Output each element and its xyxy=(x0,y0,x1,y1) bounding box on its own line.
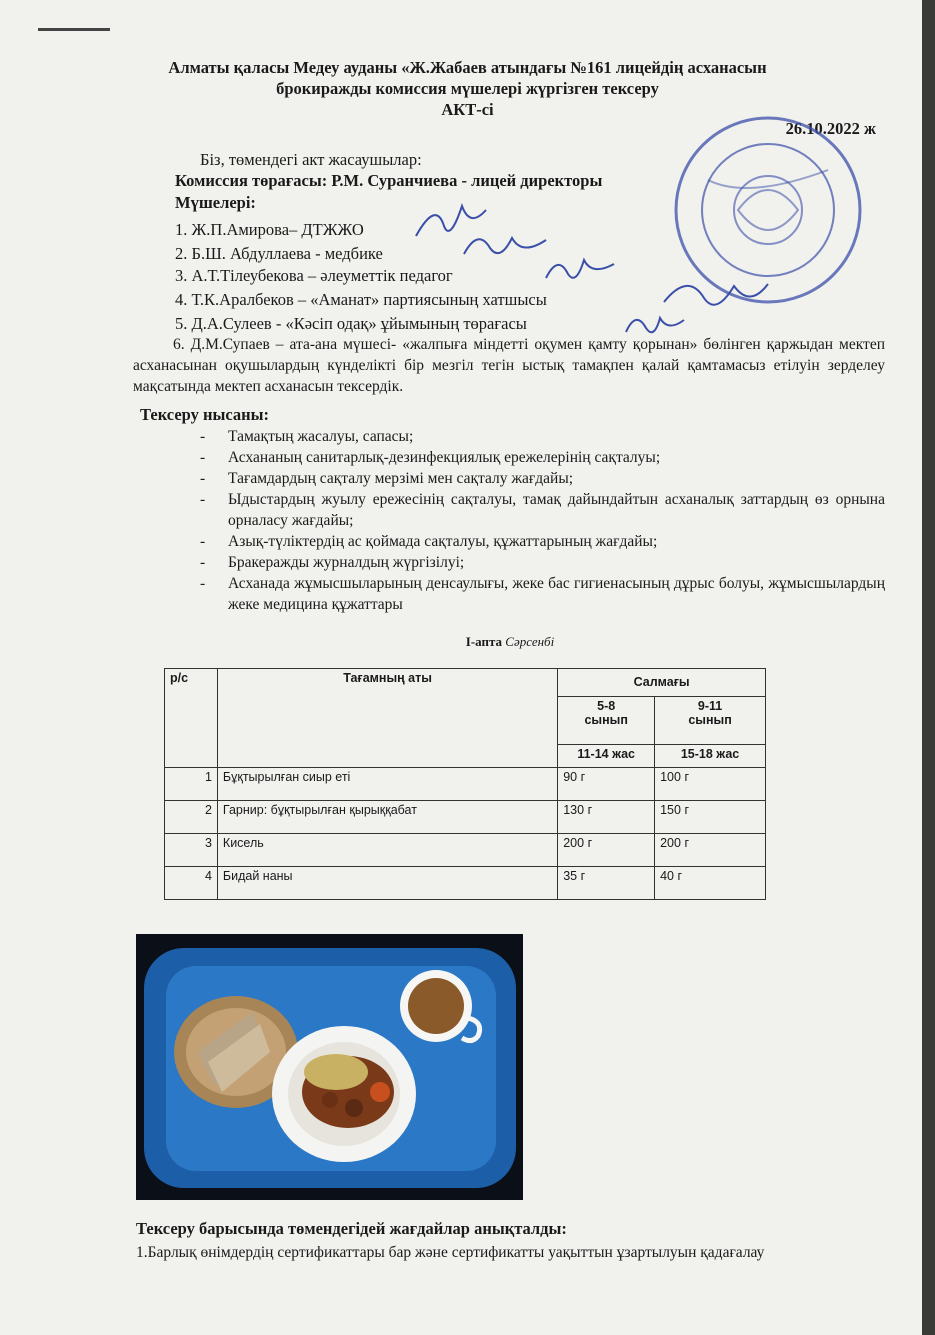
header-age-2: 15-18 жас xyxy=(655,744,766,767)
header-act-title: АКТ-сі xyxy=(441,100,494,119)
list-item: - Бракеражды журналдың жүргізілуі; xyxy=(200,554,465,571)
member-4: 4. Т.К.Аралбеков – «Аманат» партиясының хатшысы xyxy=(175,290,547,309)
table-row: 1 Бұқтырылған сиыр еті 90 г 100 г xyxy=(165,768,766,801)
header-num: р/с xyxy=(165,669,218,768)
member-6-paragraph: 6. Д.М.Супаев – ата-ана мүшесі- «жалпыға міндетті оқумен қамту қорынан» бөлінген қаржыдан мектеп асханасынан оқушылардың күнделікті бір мезгіл тегін ыстық тамақпен қалай қамтамасыз етілуін зерделеу мақсатында мектеп асханасын тексердік. xyxy=(133,336,885,395)
findings-title: Тексеру барысында төмендегідей жағдайлар анықталды: xyxy=(136,1219,567,1238)
header-line-2: брокиражды комиссия мүшелері жүргізген тексеру xyxy=(276,79,659,98)
week-label: І-апта Сәрсенбі xyxy=(465,634,555,649)
list-item: - Ыдыстардың жуылу ережесінің сақталуы, тамақ дайындайтын асханалық заттардың өз орнына орналасу жағдайы; xyxy=(200,491,885,529)
header-age-1: 11-14 жас xyxy=(558,744,655,767)
header-grade-5-8: 5-8 сынып xyxy=(558,696,655,744)
signature-5-icon xyxy=(620,304,690,344)
members-label: Мүшелері: xyxy=(175,193,256,212)
list-item: - Азық-түліктердің ас қоймада сақталуы, құжаттарының жағдайы; xyxy=(200,533,658,550)
header-grade-9-11: 9-11 сынып xyxy=(655,696,766,744)
header-dish-name: Тағамның аты xyxy=(217,669,557,768)
week-day: Сәрсенбі xyxy=(505,634,555,649)
list-item: - Асханада жұмысшыларының денсаулығы, жеке бас гигиенасының дұрыс болуы, жұмысшылардың жеке медицина құжаттары xyxy=(200,575,885,613)
member-5: 5. Д.А.Сулеев - «Кәсіп одақ» ұйымының төрағасы xyxy=(175,314,527,333)
finding-1: 1.Барлық өнімдердің сертификаттары бар және сертификатты уақыттын ұзартылуын қадағалау xyxy=(136,1244,765,1261)
table-row: 3 Кисель 200 г 200 г xyxy=(165,834,766,867)
meal-tray-illustration xyxy=(136,934,523,1200)
list-item: - Тағамдардың сақталу мерзімі мен сақталу жағдайы; xyxy=(200,470,574,487)
commission-chair: Комиссия төрағасы: Р.М. Суранчиева - лицей директоры xyxy=(175,171,603,190)
table-row: 4 Бидай наны 35 г 40 г xyxy=(165,867,766,900)
menu-table xyxy=(164,668,766,900)
meal-photo xyxy=(136,934,523,1200)
member-2: 2. Б.Ш. Абдуллаева - медбике xyxy=(175,244,383,263)
top-mark xyxy=(38,28,110,31)
intro-text: Біз, төмендегі акт жасаушылар: xyxy=(200,150,422,169)
list-item: - Асхананың санитарлық-дезинфекциялық ережелерінің сақталуы; xyxy=(200,449,661,466)
document-date: 26.10.2022 ж xyxy=(785,119,876,138)
member-3: 3. А.Т.Тілеубекова – әлеуметтік педагог xyxy=(175,266,453,285)
list-item: - Тамақтың жасалуы, сапасы; xyxy=(200,428,414,445)
inspection-objects-list xyxy=(200,426,885,615)
inspection-objects-title: Тексеру нысаны: xyxy=(140,405,270,424)
table-row: 2 Гарнир: бұқтырылған қырыққабат 130 г 150 г xyxy=(165,801,766,834)
member-1: 1. Ж.П.Амирова– ДТЖЖО xyxy=(175,220,364,239)
header-line-1: Алматы қаласы Медеу ауданы «Ж.Жабаев атындағы №161 лицейдің асханасын xyxy=(168,58,767,77)
signature-2-icon xyxy=(460,224,550,264)
signature-3-icon xyxy=(540,248,620,288)
header-weight: Салмағы xyxy=(558,669,766,697)
